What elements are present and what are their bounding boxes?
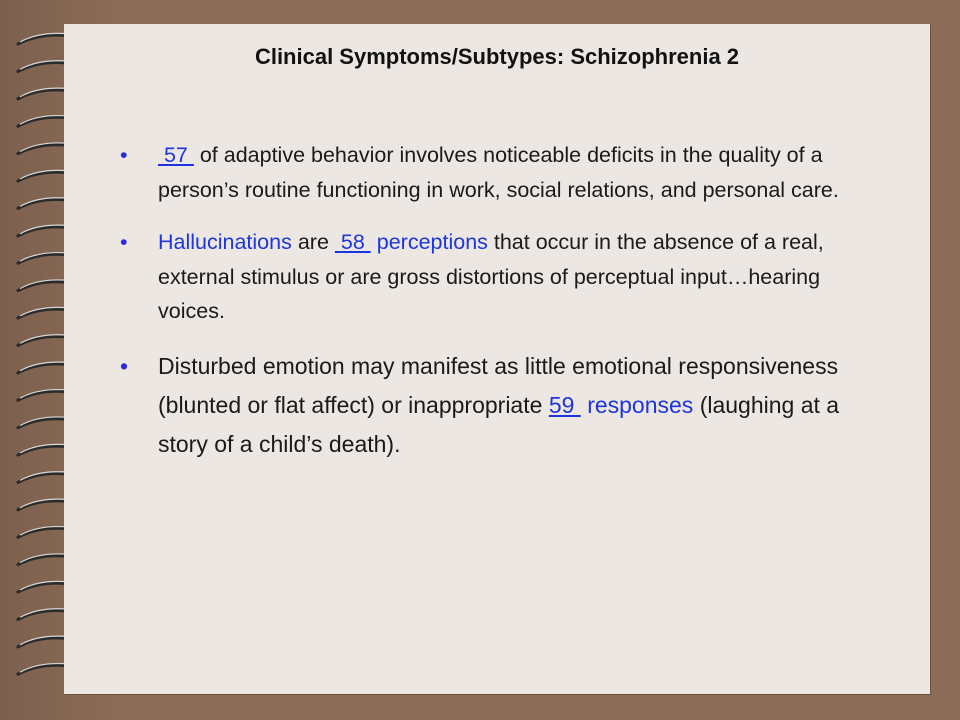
bullet-text: that occur in the absence of a real, external stimulus or are gross distortions of perceptual input…hearing voices. <box>158 230 824 323</box>
term-responses: responses <box>587 391 694 418</box>
bullet-item-59 <box>120 347 860 464</box>
bullet-text: of adaptive behavior involves noticeable deficits in the quality of a person’s routine functioning in work, social relations, and personal care. <box>158 143 839 202</box>
bullet-list <box>120 138 860 482</box>
bullet-item-58 <box>120 225 860 329</box>
bullet-dot: • <box>120 143 128 167</box>
term-perceptions: perceptions <box>376 230 488 254</box>
bullet-dot: • <box>120 230 128 254</box>
slide-title: Clinical Symptoms/Subtypes: Schizophrenia 2 <box>254 44 740 69</box>
bullet-text: (laughing at a story of a child’s death). <box>158 391 840 457</box>
bullet-dot: • <box>120 352 129 379</box>
bullet-text: Disturbed emotion may manifest as little emotional responsiveness (blunted or flat affect) or inappropriate <box>158 352 839 418</box>
blank-57: 57 <box>158 143 194 167</box>
blank-58: 58 <box>334 230 371 254</box>
bullet-item-57 <box>120 138 860 207</box>
term-hallucinations: Hallucinations <box>158 230 292 254</box>
bullet-text: are <box>291 230 335 254</box>
blank-59: 59 <box>548 391 581 418</box>
